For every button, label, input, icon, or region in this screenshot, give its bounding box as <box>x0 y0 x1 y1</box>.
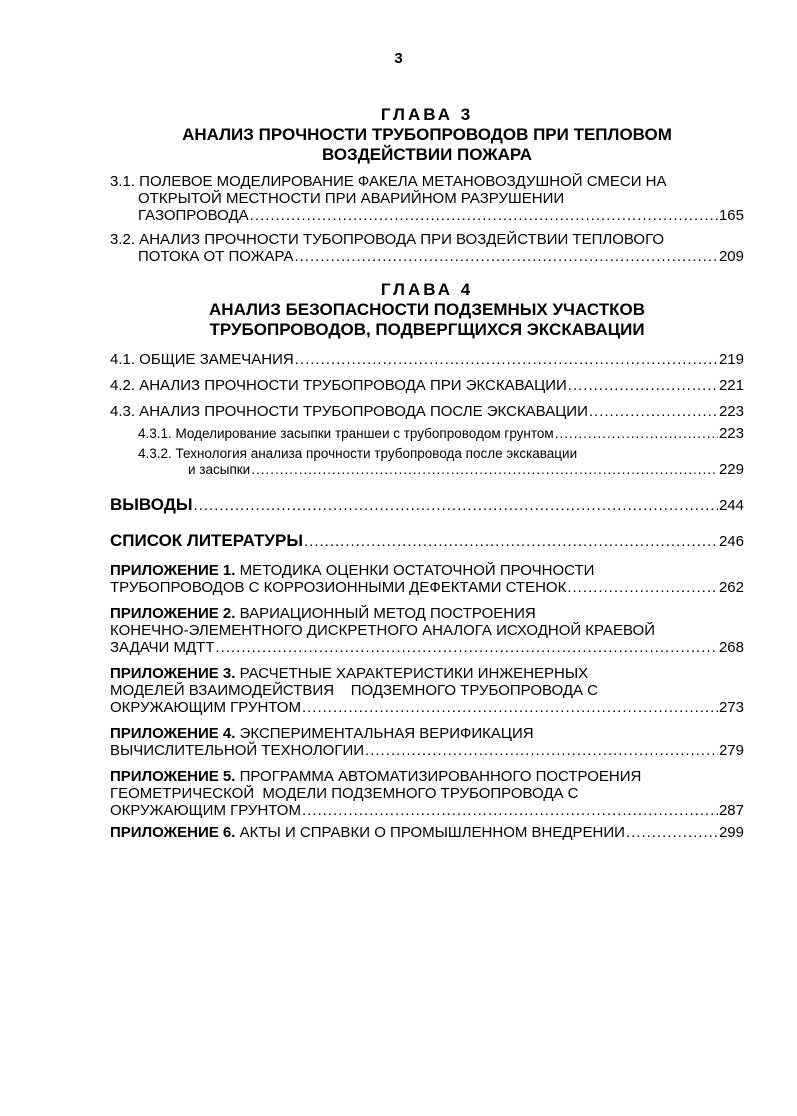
toc-entry-line: РАСЧЕТНЫЕ ХАРАКТЕРИСТИКИ ИНЖЕНЕРНЫХ <box>235 665 589 682</box>
toc-entry-4-2[interactable] <box>110 377 744 394</box>
chapter-3-title-line: ВОЗДЕЙСТВИИ ПОЖАРА <box>321 145 533 164</box>
toc-entry-line: 4.3.1. Моделирование засыпки траншеи с трубопроводом грунтом <box>138 426 554 441</box>
page-ref: 268 <box>718 639 744 656</box>
toc-entry-line: ОТКРЫТОЙ МЕСТНОСТИ ПРИ АВАРИЙНОМ РАЗРУШЕНИИ <box>138 190 565 207</box>
appendix-label: ПРИЛОЖЕНИЕ 3. <box>110 665 236 682</box>
dot-leader <box>194 497 718 514</box>
page-ref: 229 <box>718 461 744 478</box>
toc-entry-conclusions[interactable] <box>110 496 744 514</box>
chapter-3-heading <box>110 105 744 165</box>
table-of-contents <box>110 100 744 841</box>
toc-entry-line: МЕТОДИКА ОЦЕНКИ ОСТАТОЧНОЙ ПРОЧНОСТИ <box>235 562 595 579</box>
page-ref: 246 <box>718 533 744 550</box>
dot-leader <box>555 426 718 442</box>
toc-entry-line: ПРОГРАММА АВТОМАТИЗИРОВАННОГО ПОСТРОЕНИЯ <box>235 768 642 785</box>
chapter-4-label: ГЛАВА 4 <box>380 280 474 299</box>
dot-leader <box>302 802 718 819</box>
toc-entry-line: 4.3.2. Технология анализа прочности трубопровода после экскавации <box>138 446 578 461</box>
toc-entry-line: ОКРУЖАЮЩИМ ГРУНТОМ <box>110 699 301 716</box>
dot-leader <box>295 248 718 265</box>
chapter-3-label: ГЛАВА 3 <box>380 105 474 124</box>
toc-entry-appendix-6[interactable] <box>110 824 744 841</box>
appendix-label: ПРИЛОЖЕНИЕ 2. <box>110 605 236 622</box>
page-ref: 273 <box>718 699 744 716</box>
toc-entry-3-2[interactable] <box>110 231 744 265</box>
page-ref: 262 <box>718 579 744 596</box>
toc-entry-line: 3.1. ПОЛЕВОЕ МОДЕЛИРОВАНИЕ ФАКЕЛА МЕТАНОВОЗДУШНОЙ СМЕСИ НА <box>110 173 667 190</box>
dot-leader <box>251 462 718 478</box>
dot-leader <box>626 824 718 841</box>
appendix-label: ПРИЛОЖЕНИЕ 5. <box>110 768 236 785</box>
dot-leader <box>589 403 718 420</box>
page-ref: 299 <box>718 824 744 841</box>
page-ref: 287 <box>718 802 744 819</box>
page-ref: 219 <box>718 351 744 368</box>
page-number: 3 <box>394 50 403 67</box>
toc-entry-line: ТРУБОПРОВОДОВ С КОРРОЗИОННЫМИ ДЕФЕКТАМИ СТЕНОК <box>110 579 567 596</box>
appendix-label: ПРИЛОЖЕНИЕ 6. <box>110 824 236 841</box>
page-ref: 209 <box>718 248 744 265</box>
page-ref: 244 <box>718 497 744 514</box>
toc-entry-appendix-1[interactable] <box>110 562 744 596</box>
dot-leader <box>304 533 718 550</box>
toc-entry-4-3[interactable] <box>110 403 744 420</box>
toc-entry-line: ВЫЧИСЛИТЕЛЬНОЙ ТЕХНОЛОГИИ <box>110 742 365 759</box>
page-ref: 223 <box>718 403 744 420</box>
chapter-4-title-line: ТРУБОПРОВОДОВ, ПОДВЕРГЩИХСЯ ЭКСКАВАЦИИ <box>209 320 645 339</box>
page-ref: 165 <box>718 207 744 224</box>
toc-entry-line: ЭКСПЕРИМЕНТАЛЬНАЯ ВЕРИФИКАЦИЯ <box>235 725 534 742</box>
toc-entry-line: ГАЗОПРОВОДА <box>138 207 249 224</box>
toc-entry-appendix-4[interactable] <box>110 725 744 759</box>
toc-entry-line: 4.1. ОБЩИЕ ЗАМЕЧАНИЯ <box>110 351 294 368</box>
dot-leader <box>215 639 717 656</box>
toc-entry-line: 3.2. АНАЛИЗ ПРОЧНОСТИ ТУБОПРОВОДА ПРИ ВОЗДЕЙСТВИИ ТЕПЛОВОГО <box>110 231 665 248</box>
toc-entry-line: КОНЕЧНО-ЭЛЕМЕНТНОГО ДИСКРЕТНОГО АНАЛОГА ИСХОДНОЙ КРАЕВОЙ <box>110 622 656 639</box>
toc-entry-line: ВАРИАЦИОННЫЙ МЕТОД ПОСТРОЕНИЯ <box>235 605 536 622</box>
toc-entry-line: и засыпки <box>188 462 251 477</box>
toc-entry-4-1[interactable] <box>110 351 744 368</box>
appendix-label: ПРИЛОЖЕНИЕ 1. <box>110 562 236 579</box>
dot-leader <box>302 699 718 716</box>
toc-entry-line: МОДЕЛЕЙ ВЗАИМОДЕЙСТВИЯ ПОДЗЕМНОГО ТРУБОПРОВОДА С <box>110 682 599 699</box>
toc-entry-line: ПОТОКА ОТ ПОЖАРА <box>138 248 294 265</box>
toc-entry-line: 4.3. АНАЛИЗ ПРОЧНОСТИ ТРУБОПРОВОДА ПОСЛЕ ЭКСКАВАЦИИ <box>110 403 588 420</box>
toc-entry-4-3-1[interactable] <box>110 426 744 442</box>
appendix-label: ПРИЛОЖЕНИЕ 4. <box>110 725 236 742</box>
toc-entry-4-3-2[interactable] <box>110 446 744 478</box>
chapter-3-title-line: АНАЛИЗ ПРОЧНОСТИ ТРУБОПРОВОДОВ ПРИ ТЕПЛОВОМ <box>182 125 672 144</box>
page-ref: 279 <box>718 742 744 759</box>
dot-leader <box>365 742 718 759</box>
toc-entry-line: 4.2. АНАЛИЗ ПРОЧНОСТИ ТРУБОПРОВОДА ПРИ ЭКСКАВАЦИИ <box>110 377 567 394</box>
dot-leader <box>250 207 718 224</box>
page-ref: 223 <box>718 425 744 442</box>
chapter-4-title-line: АНАЛИЗ БЕЗОПАСНОСТИ ПОДЗЕМНЫХ УЧАСТКОВ <box>209 300 645 319</box>
toc-entry-line: СПИСОК ЛИТЕРАТУРЫ <box>110 531 303 550</box>
page-ref: 221 <box>718 377 744 394</box>
toc-entry-appendix-2[interactable] <box>110 605 744 656</box>
toc-entry-line: ГЕОМЕТРИЧЕСКОЙ МОДЕЛИ ПОДЗЕМНОГО ТРУБОПРОВОДА С <box>110 785 579 802</box>
dot-leader <box>295 351 718 368</box>
toc-entry-line: ОКРУЖАЮЩИМ ГРУНТОМ <box>110 802 301 819</box>
dot-leader <box>567 579 718 596</box>
dot-leader <box>568 377 718 394</box>
toc-entry-line: ВЫВОДЫ <box>110 495 193 514</box>
toc-entry-appendix-3[interactable] <box>110 665 744 716</box>
toc-entry-line: ЗАДАЧИ МДТТ <box>110 639 215 656</box>
toc-entry-references[interactable] <box>110 532 744 550</box>
toc-entry-3-1[interactable] <box>110 173 744 224</box>
chapter-4-heading <box>110 280 744 340</box>
toc-entry-line: АКТЫ И СПРАВКИ О ПРОМЫШЛЕННОМ ВНЕДРЕНИИ <box>235 824 625 841</box>
toc-entry-appendix-5[interactable] <box>110 768 744 819</box>
